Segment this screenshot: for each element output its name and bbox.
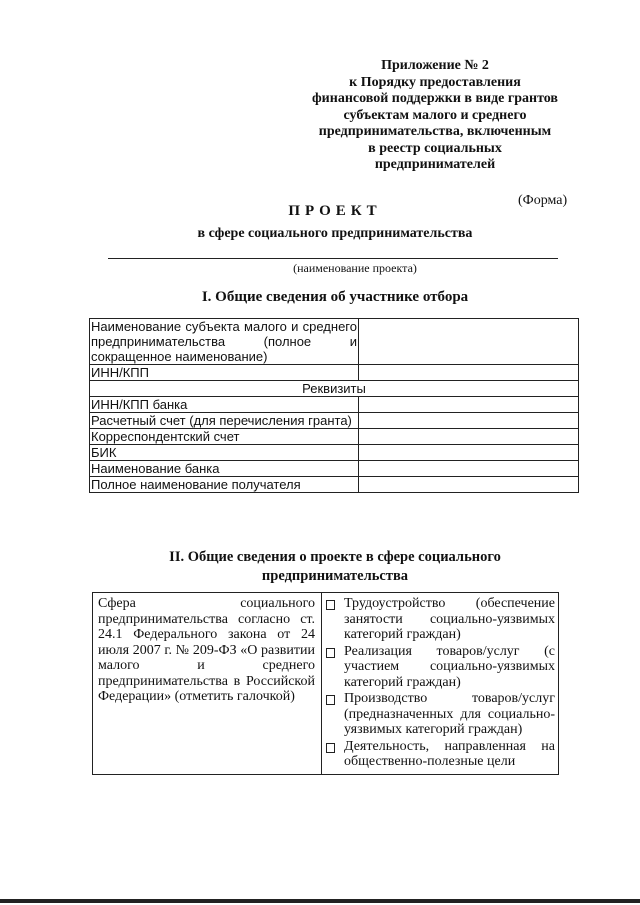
option-employment[interactable]: [325, 596, 555, 643]
table-row: [90, 477, 579, 493]
participant-info-table: [89, 318, 579, 493]
appendix-line: Приложение № 2: [381, 58, 489, 73]
checkbox-sales[interactable]: [326, 648, 335, 658]
appendix-line: к Порядку предоставления: [349, 74, 521, 90]
appendix-line: предпринимателей: [374, 157, 496, 172]
appendix-line: субъектам малого и среднего: [343, 107, 527, 123]
section1-heading: I. Общие сведения об участнике отбора: [201, 289, 469, 305]
table-row: [90, 381, 579, 397]
form-label: (Форма): [518, 193, 568, 208]
page-bottom-border: [0, 899, 640, 903]
option-sales[interactable]: [325, 644, 555, 691]
row-label-correspondent-account: Корреспондентский счет: [90, 429, 359, 445]
checkbox-public-benefit[interactable]: [326, 743, 335, 753]
row-label-recipient-name: Полное наименование получателя: [90, 477, 359, 493]
row-label-bank-name: Наименование банка: [90, 461, 359, 477]
appendix-line: предпринимательства, включенным: [318, 124, 552, 139]
option-production[interactable]: [325, 691, 555, 738]
row-value-company-name[interactable]: [359, 319, 579, 365]
checkbox-production[interactable]: [326, 695, 335, 705]
row-value-inn-kpp[interactable]: [359, 365, 579, 381]
row-value-bik[interactable]: [359, 445, 579, 461]
project-sphere-table: [92, 592, 559, 775]
table-row: [90, 365, 579, 381]
row-value-bank-inn-kpp[interactable]: [359, 397, 579, 413]
document-subtitle: в сфере социального предпринимательства: [197, 226, 473, 241]
row-label-company-name: Наименование субъекта малого и среднего предпринимательства (полное и сокращенное наименование): [91, 319, 357, 364]
table-row: [90, 429, 579, 445]
row-value-correspondent-account[interactable]: [359, 429, 579, 445]
sphere-options-cell: [322, 593, 559, 775]
option-public-benefit[interactable]: [325, 739, 555, 770]
sphere-label-cell: [93, 593, 322, 775]
table-row: [90, 413, 579, 429]
project-name-line[interactable]: [108, 258, 558, 259]
row-label-inn-kpp: ИНН/КПП: [90, 365, 359, 381]
section2-heading: [0, 548, 640, 586]
row-value-recipient-name[interactable]: [359, 477, 579, 493]
option-label: Деятельность, направленная на общественно-полезные цели: [344, 738, 555, 769]
project-name-caption: (наименование проекта): [293, 261, 417, 275]
option-label: Реализация товаров/услуг (с участием социально-уязвимых категорий граждан): [344, 643, 555, 690]
table-row: [93, 593, 559, 775]
row-label-settlement-account: Расчетный счет (для перечисления гранта): [90, 413, 359, 429]
checkbox-employment[interactable]: [326, 600, 335, 610]
table-row: [90, 319, 579, 365]
appendix-header: [300, 58, 570, 174]
section2-heading-line: II. Общие сведения о проекте в сфере социального: [169, 549, 501, 565]
row-label-bik: БИК: [90, 445, 359, 461]
table-row: [90, 445, 579, 461]
table-row: [90, 461, 579, 477]
option-label: Трудоустройство (обеспечение занятости социально-уязвимых категорий граждан): [344, 596, 555, 642]
table-row: [90, 397, 579, 413]
option-label: Производство товаров/услуг (предназначенных для социально-уязвимых категорий граждан): [344, 691, 555, 737]
row-value-settlement-account[interactable]: [359, 413, 579, 429]
row-value-bank-name[interactable]: [359, 461, 579, 477]
document-title: ПРОЕКТ: [288, 203, 382, 219]
row-label-bank-inn-kpp: ИНН/КПП банка: [90, 397, 359, 413]
sphere-label: Сфера социального предпринимательства согласно ст. 24.1 Федерального закона от 24 июля 2007 г. № 209-ФЗ «О развитии малого и среднего предпринимательства в Российской Федерации» (отметить галочкой): [98, 596, 315, 704]
section2-heading-line: предпринимательства: [261, 568, 409, 584]
appendix-line: финансовой поддержки в виде грантов: [312, 91, 558, 106]
requisites-header: Реквизиты: [90, 381, 579, 397]
appendix-line: в реестр социальных: [368, 140, 502, 156]
